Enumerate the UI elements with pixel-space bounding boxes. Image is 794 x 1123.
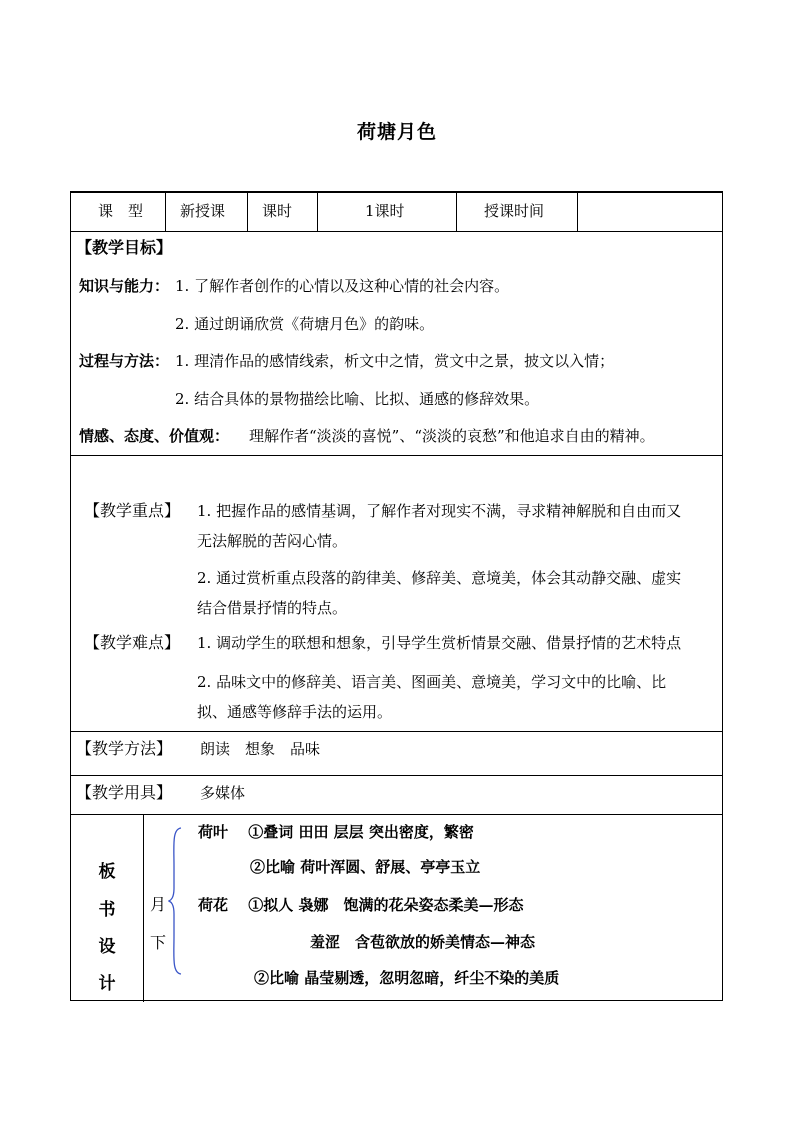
brace-icon	[168, 826, 182, 976]
key-point-item: 结合借景抒情的特点。	[197, 599, 348, 617]
knowledge-item: 1. 了解作者创作的心情以及这种心情的社会内容。	[175, 277, 510, 295]
key-point-item: 无法解脱的苦闷心情。	[197, 532, 348, 550]
knowledge-item: 2. 通过朗诵欣赏《荷塘月色》的韵味。	[175, 315, 435, 333]
col-divider	[165, 193, 166, 231]
board-label-char: 计	[98, 974, 116, 994]
class-hours-label: 课时	[262, 202, 293, 220]
difficulties-heading: 【教学难点】	[84, 633, 181, 652]
methods-text: 朗读 想象 品味	[200, 740, 321, 758]
board-side-char: 下	[150, 933, 167, 952]
process-item: 2. 结合具体的景物描绘比喻、比拟、通感的修辞效果。	[175, 390, 540, 408]
difficulty-item: 1. 调动学生的联想和想象，引导学生赏析情景交融、借景抒情的艺术特点	[197, 634, 682, 652]
knowledge-label: 知识与能力：	[79, 277, 170, 295]
tools-text: 多媒体	[200, 784, 246, 802]
process-item: 1. 理清作品的感情线索，析文中之情，赏文中之景，披文以入情；	[175, 352, 615, 370]
tools-heading: 【教学用具】	[76, 783, 173, 802]
row-divider	[71, 731, 722, 732]
lesson-type-value: 新授课	[180, 202, 226, 220]
board-row: 荷花 ①拟人 袅娜 饱满的花朵姿态柔美—形态	[198, 896, 524, 914]
col-divider	[577, 193, 578, 231]
difficulty-item: 拟、通感等修辞手法的运用。	[197, 703, 393, 721]
board-side-char: 月	[150, 895, 167, 914]
board-label-char: 书	[98, 900, 116, 920]
board-label-char: 板	[98, 862, 116, 882]
teaching-time-label: 授课时间	[484, 202, 545, 220]
board-label-char: 设	[98, 937, 116, 957]
lesson-type-label: 课 型	[98, 202, 144, 220]
col-divider	[456, 193, 457, 231]
page-title: 荷塘月色	[356, 121, 437, 143]
class-hours-value: 1课时	[365, 202, 405, 220]
col-divider	[143, 814, 144, 1002]
process-label: 过程与方法：	[79, 352, 170, 370]
objectives-heading: 【教学目标】	[76, 238, 173, 257]
col-divider	[317, 193, 318, 231]
board-row: ②比喻 荷叶浑圆、舒展、亭亭玉立	[250, 858, 481, 876]
key-point-item: 1. 把握作品的感情基调，了解作者对现实不满，寻求精神解脱和自由而又	[197, 502, 682, 520]
board-row: 荷叶 ①叠词 田田 层层 突出密度，繁密	[198, 823, 474, 841]
row-divider	[71, 814, 722, 815]
methods-heading: 【教学方法】	[76, 739, 173, 758]
emotion-text: 理解作者“淡淡的喜悦”、“淡淡的哀愁”和他追求自由的精神。	[249, 427, 655, 445]
difficulty-item: 2. 品味文中的修辞美、语言美、图画美、意境美，学习文中的比喻、比	[197, 673, 667, 691]
row-divider	[71, 455, 722, 456]
row-divider	[71, 775, 722, 776]
board-row: ②比喻 晶莹剔透，忽明忽暗，纤尘不染的美质	[254, 969, 560, 987]
col-divider	[247, 193, 248, 231]
row-divider	[71, 231, 722, 232]
board-row: 羞涩 含苞欲放的娇美情态—神态	[310, 933, 536, 951]
key-points-heading: 【教学重点】	[84, 501, 181, 520]
key-point-item: 2. 通过赏析重点段落的韵律美、修辞美、意境美，体会其动静交融、虚实	[197, 569, 682, 587]
emotion-label: 情感、态度、价值观：	[79, 427, 230, 445]
